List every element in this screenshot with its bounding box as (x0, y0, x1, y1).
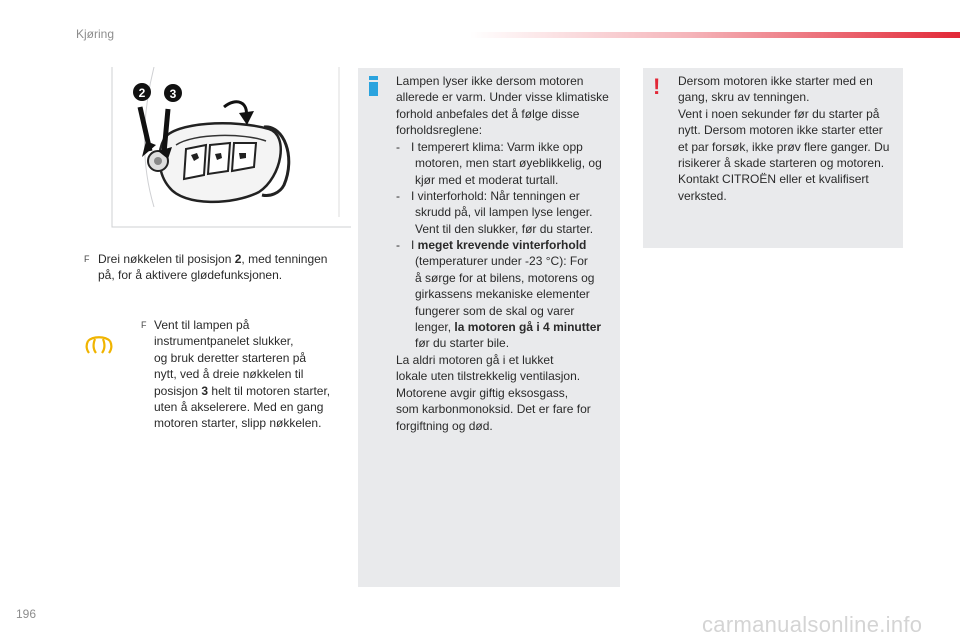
watermark: carmanualsonline.info (702, 612, 923, 637)
info-item-1: I temperert klima: Varm ikke opp motoren, men start øyeblikkelig, og kjør med et moderat turtall. (411, 140, 602, 187)
warning-text: Dersom motoren ikke starter med en gang, skru av tenningen. Vent i noen sekunder før du starter på nytt. Dersom motoren ikke starter etter et par forsøk, ikke prøv flere ganger. Du risikerer å skade starteren og motoren. Kontakt CITROËN eller et kvalifisert verksted. (678, 74, 890, 203)
info-icon (369, 76, 378, 96)
page-number: 196 (16, 607, 37, 621)
glow-plug-lamp-icon (85, 335, 113, 355)
info-item-3: I meget krevende vinterforhold (temperaturer under -23 °C): For å sørge for at bilens, motorens og girkassens mekaniske elementer fungerer som de skal og varer lenger, la motoren gå i 4 minutter før du starter bile. (411, 238, 602, 351)
step-2-bullet: F (141, 320, 147, 330)
info-intro: Lampen lyser ikke dersom motoren allerede er varm. Under visse klimatiske forhold anbefales det å følge disse forholdsreglene: (396, 74, 609, 138)
callout-2: 2 (138, 86, 146, 100)
info-outro: La aldri motoren gå i et lukket lokale uten tilstrekkelig ventilasjon. Motorene avgir giftig eksosgass, som karbonmonoksid. Det er fare for forgiftning og død. (396, 353, 591, 433)
info-item-3-dash: - (396, 238, 400, 252)
step-1-text: Drei nøkkelen til posisjon 2, med tenningen på, for å aktivere glødefunksjonen. (98, 252, 328, 283)
info-item-1-dash: - (396, 140, 400, 154)
info-item-2-dash: - (396, 189, 400, 203)
ignition-key-illustration (84, 67, 351, 243)
section-title: Kjøring (76, 27, 115, 41)
warning-icon: ! (653, 74, 661, 99)
header-accent-bar (470, 32, 960, 38)
step-1-bullet: F (84, 254, 90, 264)
step-2-text: Vent til lampen på instrumentpanelet slukker, og bruk deretter starteren på nytt, ved å dreie nøkkelen til posisjon 3 helt til motoren starter, uten å akselerere. Med en gang motoren starter, slipp nøkkelen. (154, 318, 331, 431)
callout-3: 3 (169, 87, 177, 101)
info-item-2: I vinterforhold: Når tenningen er skrudd på, vil lampen lyse lenger. Vent til den slukker, før du starter. (411, 189, 594, 236)
